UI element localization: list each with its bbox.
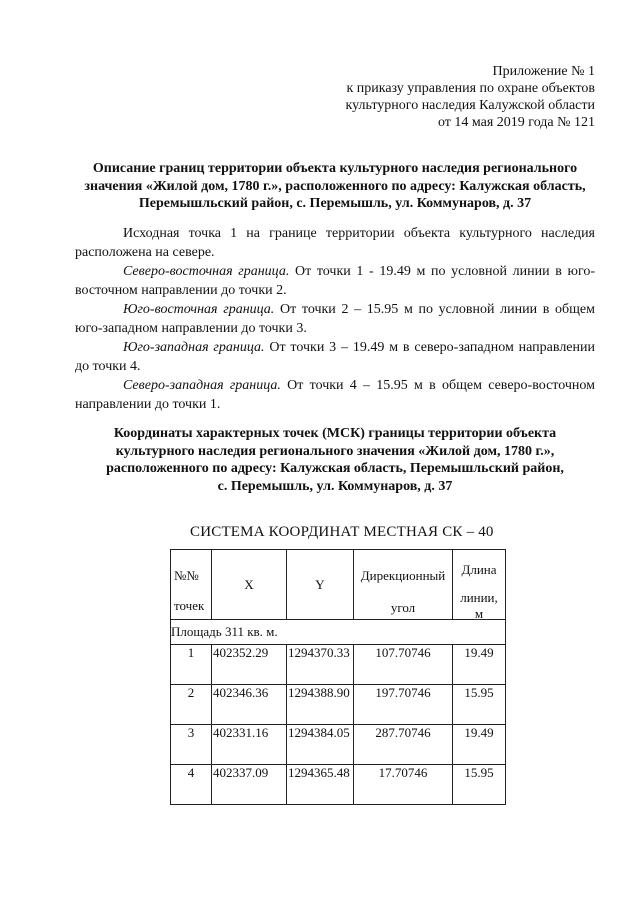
header-y: Y xyxy=(287,550,354,620)
annex-line-agency: культурного наследия Калужской области xyxy=(345,98,595,113)
table-row xyxy=(171,725,506,765)
header-text: точек xyxy=(174,598,205,613)
boundary-nw xyxy=(75,376,595,395)
line-length: 19.49 xyxy=(453,725,506,765)
table-row xyxy=(171,765,506,805)
description-title-line: Описание границ территории объекта культурного наследия регионального xyxy=(92,161,578,176)
boundary-text-cont: восточном направлении до точки 2. xyxy=(75,283,287,298)
boundary-text-cont: до точки 4. xyxy=(75,359,141,374)
direction-angle: 287.70746 xyxy=(354,725,453,765)
boundary-ne xyxy=(75,262,595,281)
direction-angle: 107.70746 xyxy=(354,645,453,685)
line-length: 15.95 xyxy=(453,765,506,805)
intro-line: расположена на севере. xyxy=(75,245,215,260)
y-value: 1294388.90 xyxy=(287,685,354,725)
boundary-se xyxy=(75,300,595,319)
y-value: 1294365.48 xyxy=(287,765,354,805)
coords-title-line: Координаты характерных точек (МСК) границы территории объекта xyxy=(113,426,557,441)
description-title xyxy=(60,160,610,213)
header-text: угол xyxy=(390,600,416,615)
y-value: 1294384.05 xyxy=(287,725,354,765)
point-number: 1 xyxy=(171,645,212,685)
direction-angle: 197.70746 xyxy=(354,685,453,725)
line-length: 19.49 xyxy=(453,645,506,685)
boundary-description xyxy=(75,224,595,414)
boundary-text: От точки 1 - 19.49 м по условной линии в юго- xyxy=(289,264,595,279)
annex-header xyxy=(346,63,595,131)
intro-line: Исходная точка 1 на границе территории объекта культурного наследия xyxy=(123,226,595,241)
boundary-name: Юго-западная граница. xyxy=(123,340,265,355)
table-row xyxy=(171,645,506,685)
annex-number: Приложение № 1 xyxy=(492,64,595,79)
coords-title-line: культурного наследия регионального значения «Жилой дом, 1780 г.», xyxy=(115,443,555,459)
boundary-text: От точки 2 – 15.95 м по условной линии в общем xyxy=(274,302,595,317)
coordinates-table xyxy=(170,549,506,805)
boundary-name: Северо-восточная граница. xyxy=(123,264,290,279)
point-number: 4 xyxy=(171,765,212,805)
header-text: Дирекционный xyxy=(360,568,446,583)
boundary-text: От точки 4 – 15.95 м в общем северо-восточном xyxy=(280,378,595,393)
annex-line-date: от 14 мая 2019 года № 121 xyxy=(437,115,595,130)
x-value: 402352.29 xyxy=(212,645,287,685)
header-x: X xyxy=(212,550,287,620)
description-title-line: Перемышльский район, с. Перемышль, ул. Коммунаров, д. 37 xyxy=(138,196,532,211)
point-number: 2 xyxy=(171,685,212,725)
header-text: м xyxy=(474,606,484,621)
coords-title-line: расположенного по адресу: Калужская область, Перемышльский район, xyxy=(106,461,564,476)
table-header-row xyxy=(171,550,506,620)
point-number: 3 xyxy=(171,725,212,765)
line-length: 15.95 xyxy=(453,685,506,725)
header-text: №№ xyxy=(174,568,199,583)
boundary-sw xyxy=(75,338,595,357)
x-value: 402331.16 xyxy=(212,725,287,765)
description-title-line: значения «Жилой дом, 1780 г.», расположенного по адресу: Калужская область, xyxy=(84,178,586,194)
header-line-length xyxy=(453,550,506,620)
x-value: 402337.09 xyxy=(212,765,287,805)
boundary-text: От точки 3 – 19.49 м в северо-западном направлении xyxy=(264,340,595,355)
y-value: 1294370.33 xyxy=(287,645,354,685)
header-text: линии, xyxy=(460,590,498,605)
coords-title-line: с. Перемышль, ул. Коммунаров, д. 37 xyxy=(217,478,453,494)
boundary-name: Юго-восточная граница. xyxy=(123,302,275,317)
table-row xyxy=(171,685,506,725)
annex-line-order: к приказу управления по охране объектов xyxy=(346,81,595,96)
coordinate-system-label: СИСТЕМА КООРДИНАТ МЕСТНАЯ СК – 40 xyxy=(190,524,494,540)
direction-angle: 17.70746 xyxy=(354,765,453,805)
header-point-number xyxy=(171,550,212,620)
coords-title xyxy=(60,425,610,495)
area-row xyxy=(171,620,506,645)
x-value: 402346.36 xyxy=(212,685,287,725)
boundary-text-cont: юго-западном направлении до точки 3. xyxy=(75,321,307,336)
boundary-name: Северо-западная граница. xyxy=(123,378,281,393)
header-direction-angle xyxy=(354,550,453,620)
area-label: Площадь 311 кв. м. xyxy=(171,620,506,645)
header-text: Длина xyxy=(461,562,497,577)
boundary-text-cont: направлении до точки 1. xyxy=(75,397,221,412)
